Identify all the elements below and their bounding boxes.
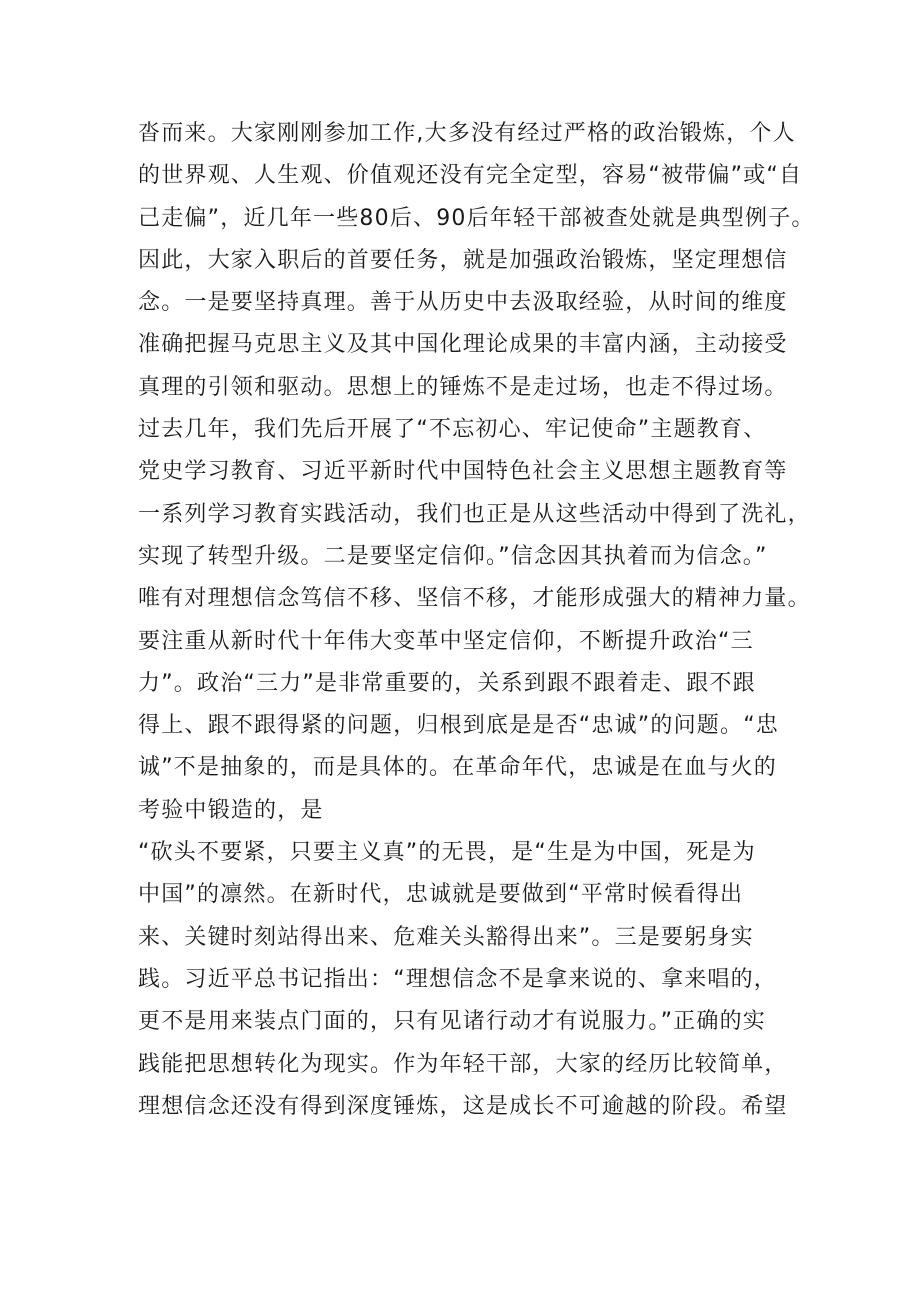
text-line-7: 真理的引领和驱动。思想上的锤炼不是走过场，也走不得过场。 (138, 374, 788, 400)
text-line-4: 因此，大家入职后的首要任务，就是加强政治锻炼，坚定理想信 (138, 247, 788, 273)
text-line-15: 得上、跟不跟得紧的问题，归根到底是是否“忠诚”的问题。“忠 (138, 713, 779, 739)
text-line-16: 诚”不是抽象的，而是具体的。在革命年代，忠诚是在血与火的 (138, 755, 777, 781)
text-line-19: 中国”的凛然。在新时代，忠诚就是要做到“平常时候看得出 (138, 882, 744, 908)
text-line-23: 践能把思想转化为现实。作为年轻干部，大家的经历比较简单， (138, 1051, 788, 1077)
text-line-6: 准确把握马克思主义及其中国化理论成果的丰富内涵，主动接受 (138, 332, 788, 358)
text-line-1: 沓而来。大家刚刚参加工作,大多没有经过严格的政治锻炼，个人 (138, 121, 796, 146)
text-line-14: 力”。政治“三力”是非常重要的，关系到跟不跟着走、跟不跟 (138, 670, 756, 696)
text-line-20: 来、关键时刻站得出来、危难关头豁得出来”。三是要躬身实 (138, 924, 754, 950)
text-line-18: “砍头不要紧，只要主义真”的无畏，是“生是为中国，死是为 (138, 840, 756, 866)
body-text (138, 113, 815, 1128)
text-line-24: 理想信念还没有得到深度锤炼，这是成长不可逾越的阶段。希望 (138, 1093, 788, 1119)
text-line-21: 践。习近平总书记指出：“理想信念不是拿来说的、拿来唱的， (138, 966, 777, 992)
text-line-10: 一系列学习教育实践活动，我们也正是从这些活动中得到了洗礼， (138, 501, 811, 527)
text-line-11: 实现了转型升级。二是要坚定信仰。”信念因其执着而为信念。” (138, 543, 768, 569)
text-line-22: 更不是用来装点门面的，只有见诸行动才有说服力。”正确的实 (138, 1009, 766, 1035)
text-line-9: 党史学习教育、习近平新时代中国特色社会主义思想主题教育等 (138, 459, 788, 485)
text-line-8: 过去几年，我们先后开展了“不忘初心、牢记使命”主题教育、 (138, 417, 767, 443)
text-line-5: 念。一是要坚持真理。善于从历史中去汲取经验，从时间的维度 (138, 290, 788, 316)
text-line-3: 己走偏”，近几年一些80后、90后年轻干部被查处就是典型例子。 (138, 205, 815, 231)
text-line-2: 的世界观、人生观、价值观还没有完全定型，容易“被带偏”或“自 (138, 163, 803, 189)
text-line-17: 考验中锻造的，是 (138, 797, 324, 823)
text-line-13: 要注重从新时代十年伟大变革中坚定信仰，不断提升政治“三 (138, 628, 754, 654)
text-line-12: 唯有对理想信念笃信不移、坚信不移，才能形成强大的精神力量。 (138, 586, 811, 612)
